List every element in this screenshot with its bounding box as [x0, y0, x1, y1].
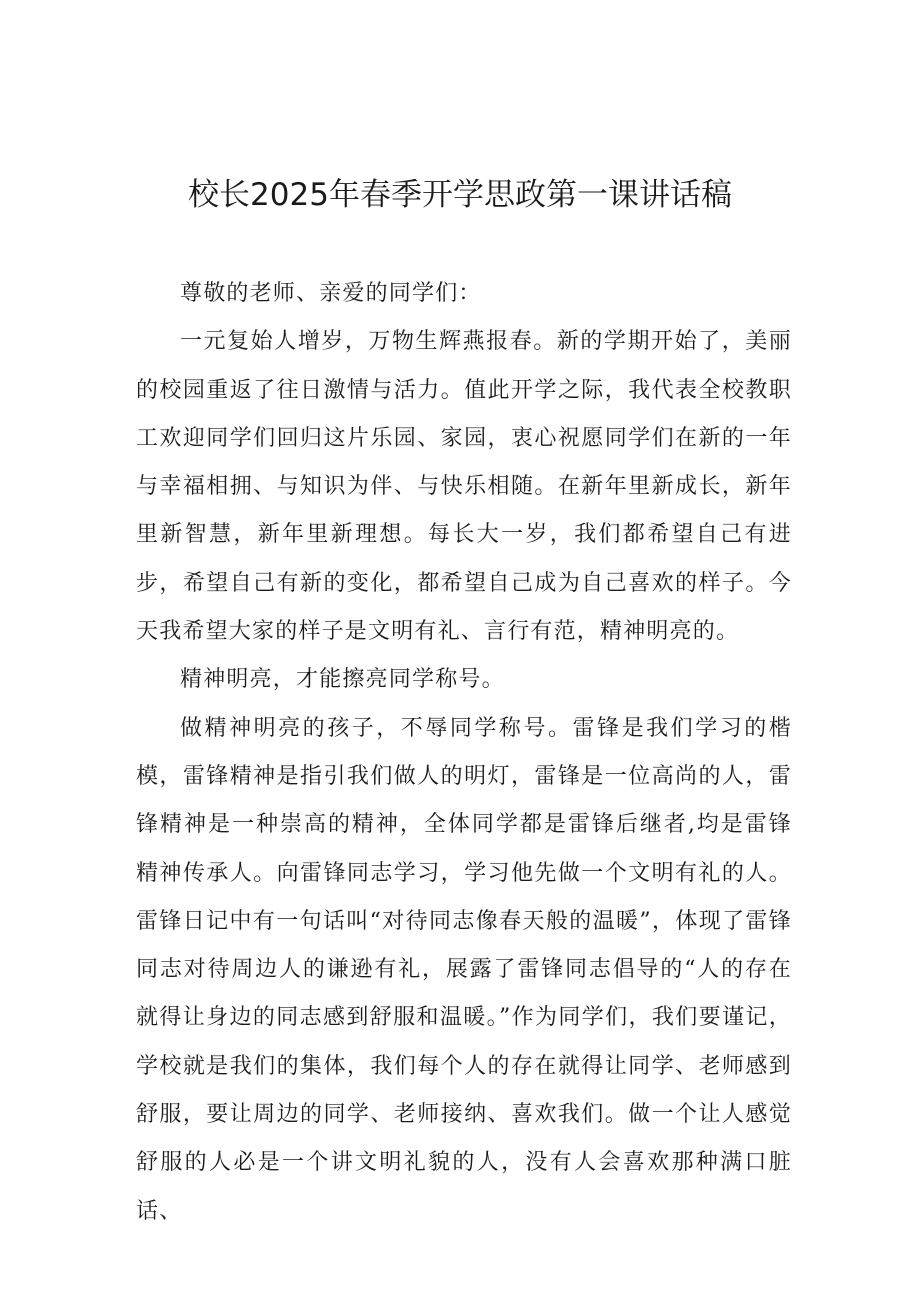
body-paragraph: 做精神明亮的孩子，不辱同学称号。雷锋是我们学习的楷模，雷锋精神是指引我们做人的明灯，雷锋是一位高尚的人，雷锋精神是一种崇高的精神，全体同学都是雷锋后继者,均是雷锋精神传承人。向雷锋同志学习，学习他先做一个文明有礼的人。雷锋日记中有一句话叫“对待同志像春天般的温暖”，体现了雷锋同志对待周边人的谦逊有礼，展露了雷锋同志倡导的“人的存在就得让身边的同志感到舒服和温暖。”作为同学们，我们要谨记，学校就是我们的集体，我们每个人的存在就得让同学、老师感到舒服，要让周边的同学、老师接纳、喜欢我们。做一个让人感觉舒服的人必是一个讲文明礼貌的人，没有人会喜欢那种满口脏话、 — [136, 715, 792, 1224]
salutation-paragraph: 尊敬的老师、亲爱的同学们： — [180, 281, 482, 306]
document-body — [136, 270, 792, 1236]
body-paragraph: 一元复始人增岁，万物生辉燕报春。新的学期开始了，美丽的校园重返了往日激情与活力。值此开学之际，我代表全校教职工欢迎同学们回归这片乐园、家园，衷心祝愿同学们在新的一年与幸福相拥、与知识为伴、与快乐相随。在新年里新成长，新年里新智慧，新年里新理想。每长大一岁，我们都希望自己有进步，希望自己有新的变化，都希望自己成为自己喜欢的样子。今天我希望大家的样子是文明有礼、言行有范，精神明亮的。 — [136, 329, 792, 645]
body-paragraph: 精神明亮，才能擦亮同学称号。 — [180, 667, 505, 693]
document-title: 校长2025年春季开学思政第一课讲话稿 — [188, 177, 732, 213]
